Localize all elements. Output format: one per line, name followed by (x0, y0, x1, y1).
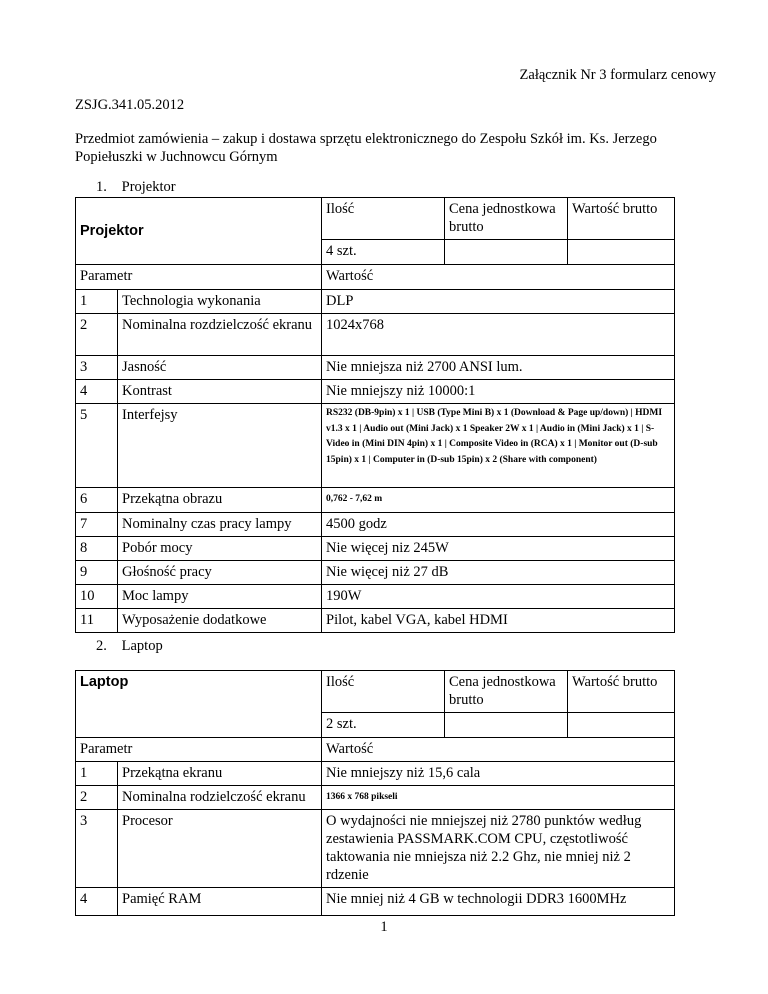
unit-price-header: Cena jednostkowa brutto (445, 198, 568, 240)
row-param: Nominalna rozdzielczość ekranu (118, 314, 322, 356)
row-param: Przekątna ekranu (118, 762, 322, 786)
row-number: 4 (76, 888, 118, 916)
row-number: 11 (76, 609, 118, 633)
table-row (76, 314, 675, 356)
row-param: Moc lampy (118, 585, 322, 609)
row-value: RS232 (DB-9pin) x 1 | USB (Type Mini B) x 1 (Download & Page up/down) | HDMI v1.3 x 1 | Audio out (Mini Jack) x 1 Speaker 2W x 1 | Audio in (Mini Jack) x 1 | S-Video in (Mini DIN 4pin) x 1 | Composite Video in (RCA) x 1 | Monitor out (D-sub 15pin) x 1 | Computer in (D-sub 15pin) x 2 (Share with component) (322, 404, 675, 488)
reference-number: ZSJG.341.05.2012 (75, 97, 185, 113)
row-param: Wyposażenie dodatkowe (118, 609, 322, 633)
table-row (76, 762, 675, 786)
section-heading-projektor (96, 178, 176, 196)
row-param: Procesor (118, 810, 322, 888)
total-header: Wartość brutto (568, 198, 675, 240)
row-number: 6 (76, 488, 118, 513)
table-row (76, 380, 675, 404)
row-value: Nie więcej niz 245W (322, 537, 675, 561)
table-header-row (76, 198, 675, 240)
unit-price-value[interactable] (445, 240, 568, 265)
attachment-label: Załącznik Nr 3 formularz cenowy (519, 67, 716, 83)
row-param: Nominalna rodzielczość ekranu (118, 786, 322, 810)
table-title: Laptop (76, 671, 322, 738)
row-number: 2 (76, 786, 118, 810)
row-number: 5 (76, 404, 118, 488)
table-row (76, 290, 675, 314)
section-number: 2. (96, 638, 107, 654)
row-param: Interfejsy (118, 404, 322, 488)
row-value: Nie mniej niż 4 GB w technologii DDR3 1600MHz (322, 888, 675, 916)
row-value: Nie więcej niż 27 dB (322, 561, 675, 585)
table-row (76, 888, 675, 916)
row-number: 10 (76, 585, 118, 609)
row-param: Przekątna obrazu (118, 488, 322, 513)
section-title: Laptop (121, 638, 163, 654)
row-param: Technologia wykonania (118, 290, 322, 314)
param-header: Parametr (76, 738, 322, 762)
row-param: Jasność (118, 356, 322, 380)
row-number: 3 (76, 810, 118, 888)
row-value: Nie mniejszy niż 10000:1 (322, 380, 675, 404)
section-number: 1. (96, 179, 107, 195)
row-value: 4500 godz (322, 513, 675, 537)
row-number: 1 (76, 290, 118, 314)
value-header: Wartość (322, 738, 675, 762)
param-header: Parametr (76, 265, 322, 290)
table-row (76, 609, 675, 633)
param-header-row (76, 738, 675, 762)
qty-header: Ilość (322, 198, 445, 240)
row-value: 0,762 - 7,62 m (322, 488, 675, 513)
section-title: Projektor (121, 179, 176, 195)
row-number: 7 (76, 513, 118, 537)
row-param: Głośność pracy (118, 561, 322, 585)
table-header-row (76, 671, 675, 713)
table-row (76, 356, 675, 380)
page-number: 1 (380, 919, 388, 935)
value-header: Wartość (322, 265, 675, 290)
row-value: 1024x768 (322, 314, 675, 356)
table-row (76, 786, 675, 810)
row-number: 8 (76, 537, 118, 561)
table-row (76, 488, 675, 513)
unit-price-header: Cena jednostkowa brutto (445, 671, 568, 713)
row-value: Pilot, kabel VGA, kabel HDMI (322, 609, 675, 633)
row-value: 190W (322, 585, 675, 609)
qty-header: Ilość (322, 671, 445, 713)
total-header: Wartość brutto (568, 671, 675, 713)
row-value: Nie mniejsza niż 2700 ANSI lum. (322, 356, 675, 380)
row-number: 4 (76, 380, 118, 404)
unit-price-value[interactable] (445, 713, 568, 738)
row-value: 1366 x 768 pikseli (322, 786, 675, 810)
row-param: Pobór mocy (118, 537, 322, 561)
total-value[interactable] (568, 240, 675, 265)
table-row (76, 585, 675, 609)
order-subject: Przedmiot zamówienia – zakup i dostawa sprzętu elektronicznego do Zespołu Szkół im. Ks. Jerzego Popiełuszki w Juchnowcu Górnym (75, 131, 657, 165)
laptop-table (75, 670, 675, 916)
row-value: Nie mniejszy niż 15,6 cala (322, 762, 675, 786)
total-value[interactable] (568, 713, 675, 738)
table-row (76, 404, 675, 488)
row-param: Pamięć RAM (118, 888, 322, 916)
row-param: Kontrast (118, 380, 322, 404)
param-header-row (76, 265, 675, 290)
row-value: DLP (322, 290, 675, 314)
table-row (76, 561, 675, 585)
row-number: 1 (76, 762, 118, 786)
projektor-table (75, 197, 675, 633)
qty-value: 4 szt. (322, 240, 445, 265)
row-value: O wydajności nie mniejszej niż 2780 punktów według zestawienia PASSMARK.COM CPU, częstotliwość taktowania nie mniejsza niż 2.2 Ghz, nie mniej niż 2 rdzenie (322, 810, 675, 888)
qty-value: 2 szt. (322, 713, 445, 738)
table-row (76, 537, 675, 561)
row-param: Nominalny czas pracy lampy (118, 513, 322, 537)
row-number: 3 (76, 356, 118, 380)
row-number: 2 (76, 314, 118, 356)
table-row (76, 810, 675, 888)
table-row (76, 513, 675, 537)
table-title: Projektor (76, 198, 322, 265)
section-heading-laptop (96, 637, 163, 655)
row-number: 9 (76, 561, 118, 585)
